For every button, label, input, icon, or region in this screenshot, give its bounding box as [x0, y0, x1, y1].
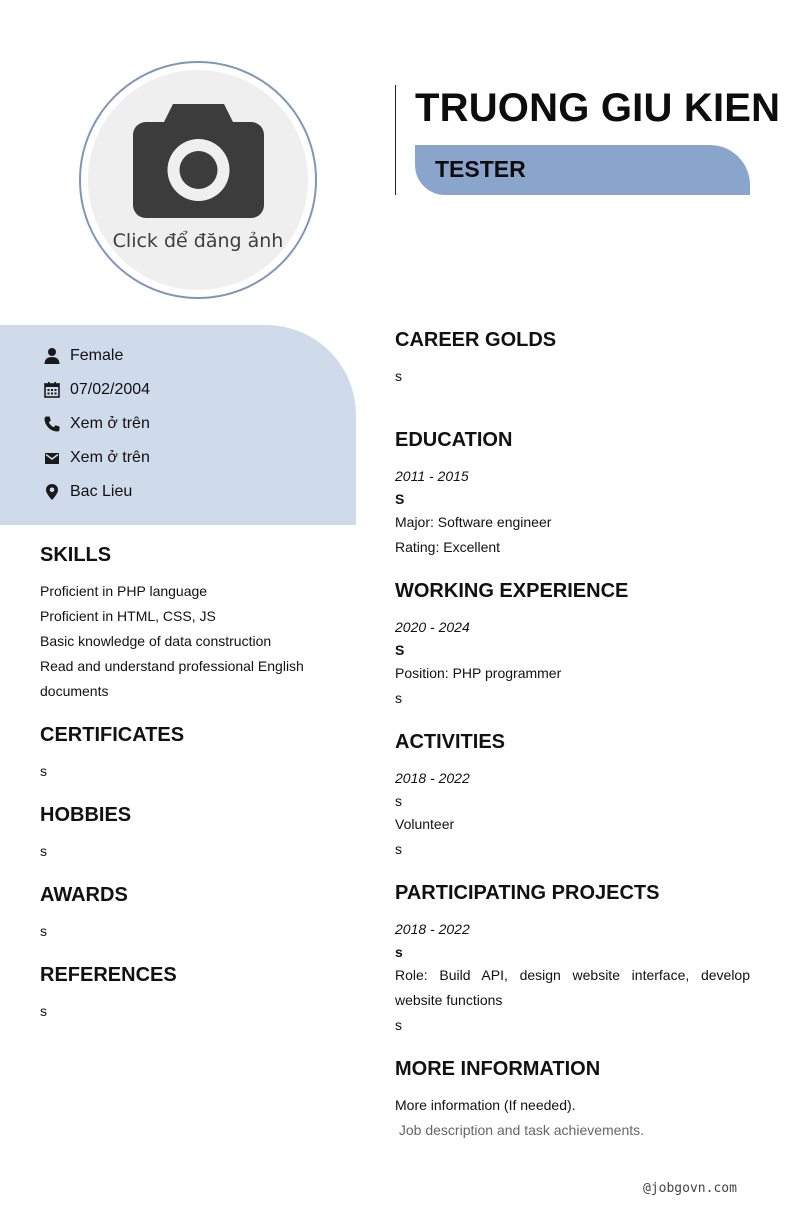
skills-title: SKILLS — [40, 544, 112, 566]
hobbies-title: HOBBIES — [40, 804, 132, 826]
photo-placeholder[interactable] — [88, 70, 308, 290]
career-goals-title: CAREER GOLDS — [395, 329, 557, 351]
awards-section — [40, 883, 340, 944]
contact-gender — [43, 345, 123, 367]
contact-birthday — [43, 379, 150, 401]
references-content: s — [40, 1003, 47, 1019]
awards-title: AWARDS — [40, 884, 128, 906]
experience-title: WORKING EXPERIENCE — [395, 580, 629, 602]
certificates-content: s — [40, 763, 47, 779]
experience-period: 2020 - 2024 — [395, 619, 470, 635]
header-divider — [395, 85, 396, 195]
activities-description: s — [395, 841, 402, 857]
phone-text: Xem ở trên — [70, 415, 150, 432]
profile-photo[interactable] — [79, 61, 317, 299]
project-description: s — [395, 1017, 402, 1033]
more-info-section — [395, 1057, 750, 1143]
skills-section — [40, 543, 340, 704]
activities-title: ACTIVITIES — [395, 731, 506, 753]
camera-icon — [133, 104, 264, 218]
certificates-section — [40, 723, 340, 784]
education-period: 2011 - 2015 — [395, 468, 469, 484]
education-major: Major: Software engineer — [395, 514, 552, 530]
birthday-text: 07/02/2004 — [70, 381, 151, 398]
projects-section — [395, 881, 750, 1038]
education-school: S — [395, 491, 405, 507]
phone-icon — [43, 415, 61, 433]
activities-organization: s — [395, 793, 402, 809]
job-title: TESTER — [435, 156, 526, 182]
contact-panel — [0, 325, 356, 525]
photo-caption: Click để đăng ảnh — [112, 230, 284, 252]
education-section — [395, 428, 750, 560]
hobbies-section — [40, 803, 340, 864]
education-rating: Rating: Excellent — [395, 539, 501, 555]
skill-item: Proficient in PHP language — [40, 583, 208, 599]
skill-item: Basic knowledge of data construction — [40, 633, 272, 649]
experience-position: Position: PHP programmer — [395, 665, 562, 681]
projects-title: PARTICIPATING PROJECTS — [395, 882, 660, 904]
more-info-title: MORE INFORMATION — [395, 1058, 601, 1080]
project-name: s — [395, 944, 403, 960]
skill-item: Read and understand professional English documents — [40, 658, 304, 699]
email-text: Xem ở trên — [70, 449, 150, 466]
references-section — [40, 963, 340, 1024]
skill-item: Proficient in HTML, CSS, JS — [40, 608, 216, 624]
awards-content: s — [40, 923, 47, 939]
contact-address — [43, 481, 132, 503]
contact-email — [43, 447, 150, 469]
person-icon — [43, 347, 61, 365]
footer-watermark: @jobgovn.com — [643, 1181, 737, 1196]
candidate-name: TRUONG GIU KIEN — [415, 86, 781, 130]
project-period: 2018 - 2022 — [395, 921, 470, 937]
more-info-line: More information (If needed). — [395, 1097, 576, 1113]
experience-description: s — [395, 690, 402, 706]
mail-icon — [43, 449, 61, 467]
gender-text: Female — [70, 347, 124, 364]
more-info-hint: Job description and task achievements. — [395, 1122, 645, 1138]
activities-role: Volunteer — [395, 816, 455, 832]
career-goals-section — [395, 328, 750, 389]
activities-period: 2018 - 2022 — [395, 770, 470, 786]
hobbies-content: s — [40, 843, 47, 859]
activities-section — [395, 730, 750, 862]
education-title: EDUCATION — [395, 429, 513, 451]
address-text: Bac Lieu — [70, 483, 133, 500]
job-title-band — [415, 145, 750, 195]
experience-company: S — [395, 642, 405, 658]
certificates-title: CERTIFICATES — [40, 724, 185, 746]
calendar-icon — [43, 381, 61, 399]
references-title: REFERENCES — [40, 964, 177, 986]
location-pin-icon — [43, 483, 61, 501]
experience-section — [395, 579, 750, 711]
contact-phone — [43, 413, 150, 435]
career-goals-content: s — [395, 368, 402, 384]
project-role: Role: Build API, design website interface, develop website functions — [395, 967, 750, 1008]
